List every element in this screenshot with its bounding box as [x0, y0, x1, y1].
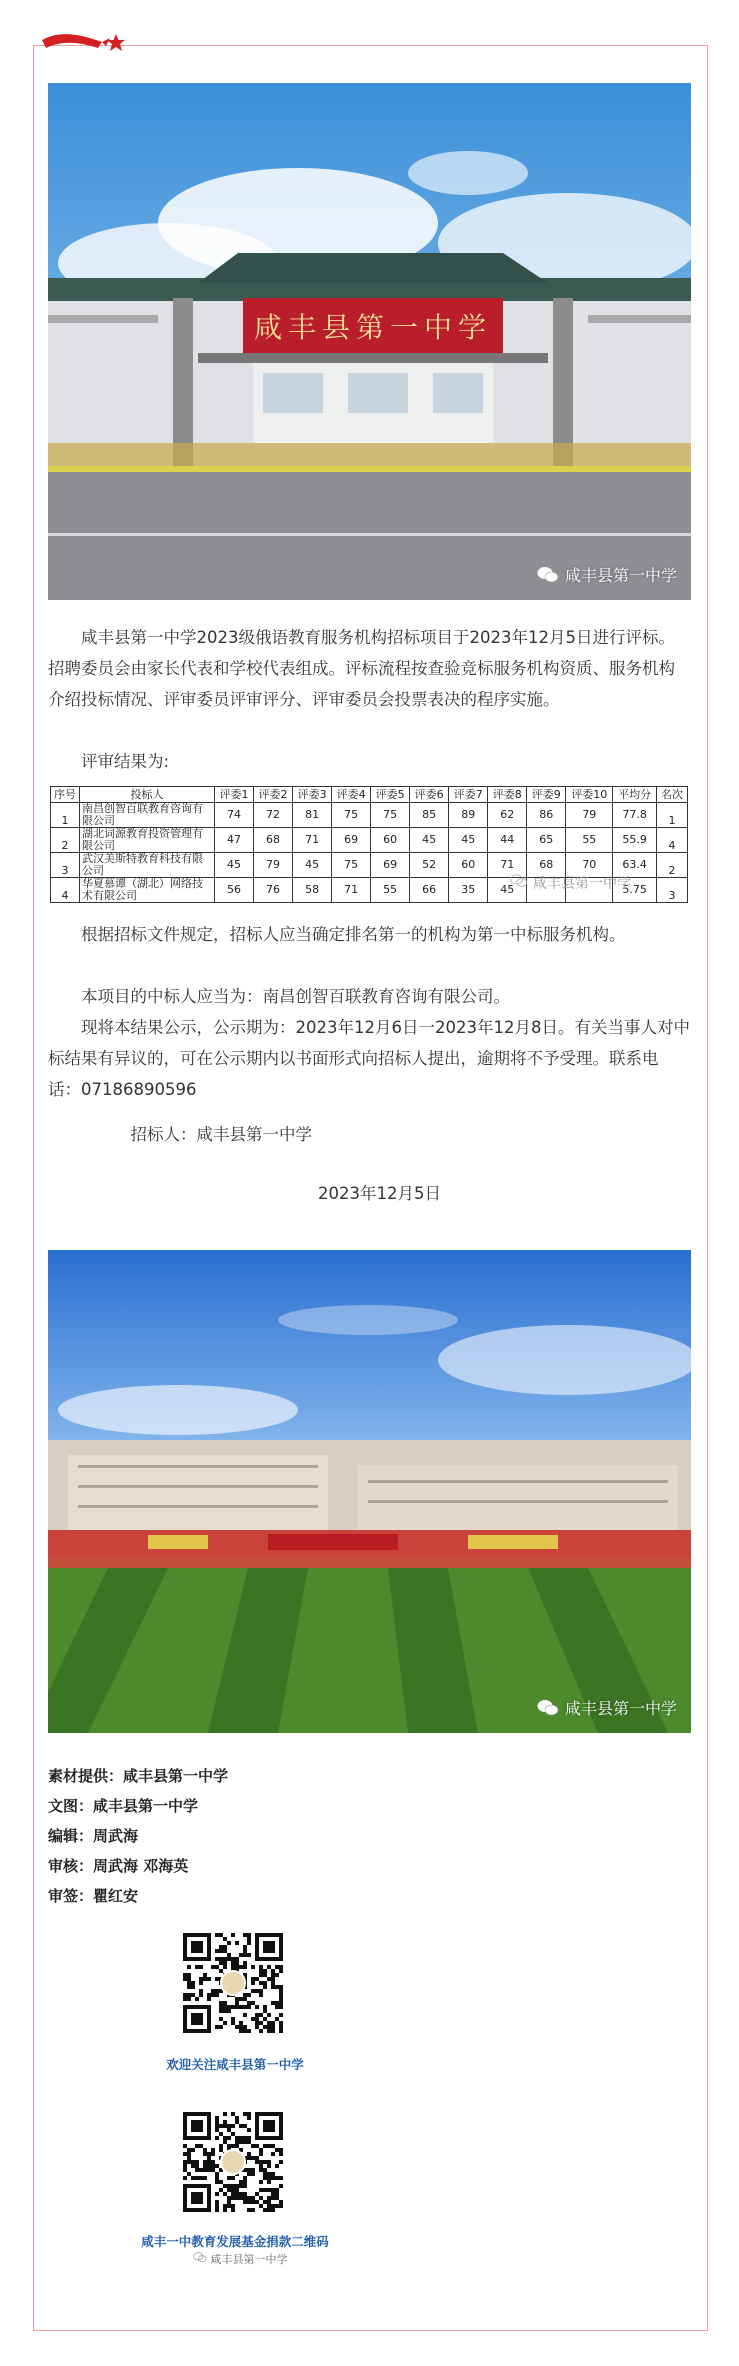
date-line: 2023年12月5日 — [318, 1184, 441, 1203]
cell-score: 44 — [488, 828, 527, 853]
cell-score: 75 — [371, 803, 410, 828]
cell-score: 79 — [566, 803, 613, 828]
cell-average: 63.4 — [613, 853, 657, 878]
cell-score: 69 — [332, 828, 371, 853]
winner-paragraph: 本项目的中标人应当为：南昌创智百联教育咨询有限公司。 — [81, 987, 510, 1006]
cell-score: 86 — [527, 803, 566, 828]
cell-score: 47 — [215, 828, 254, 853]
cell-score: 69 — [371, 853, 410, 878]
credit-editor: 编辑：周武海 — [48, 1827, 139, 1845]
cell-average: 5.75 — [613, 878, 657, 903]
header-bidder: 投标人 — [80, 787, 215, 803]
notice-paragraph: 现将本结果公示，公示期为：2023年12月6日一2023年12月8日。有关当事人对中标结果有异议的，可在公示期内以书面形式向招标人提出，逾期将不予受理。联系电话：07186890596 — [48, 1018, 690, 1099]
cell-score: 65 — [527, 828, 566, 853]
qr-code-icon — [170, 1923, 296, 2043]
cell-rank: 3 — [656, 878, 687, 903]
wechat-icon — [510, 874, 528, 892]
header-judge: 评委7 — [449, 787, 488, 803]
cell-bidder: 华夏慕谭（湖北）网络技术有限公司 — [80, 878, 215, 903]
header-judge: 评委4 — [332, 787, 371, 803]
cell-score: 55 — [566, 828, 613, 853]
cell-bidder: 南昌创智百联教育咨询有限公司 — [80, 803, 215, 828]
credit-approver: 审签：瞿红安 — [48, 1887, 139, 1905]
header-judge: 评委6 — [410, 787, 449, 803]
cell-average: 55.9 — [613, 828, 657, 853]
qr1-caption: 欢迎关注咸丰县第一中学 — [166, 2057, 304, 2072]
header-judge: 评委9 — [527, 787, 566, 803]
wechat-icon — [537, 1699, 559, 1717]
cell-score: 68 — [527, 853, 566, 878]
cell-score: 89 — [449, 803, 488, 828]
header-judge: 评委8 — [488, 787, 527, 803]
red-ribbon-icon — [40, 30, 130, 62]
rule-paragraph: 根据招标文件规定，招标人应当确定排名第一的机构为第一中标服务机构。 — [81, 925, 626, 944]
qr-code-2 — [170, 2100, 296, 2224]
table-row — [51, 803, 688, 828]
sports-field-photo — [48, 1250, 691, 1733]
cell-score: 62 — [488, 803, 527, 828]
qr-code-icon — [170, 2100, 296, 2224]
header-judge: 评委2 — [254, 787, 293, 803]
cell-score: 70 — [566, 853, 613, 878]
credit-writer: 文图：咸丰县第一中学 — [48, 1797, 199, 1815]
cell-no: 2 — [51, 828, 80, 853]
cell-score: 71 — [332, 878, 371, 903]
cell-bidder: 武汉美斯特教育科技有限公司 — [80, 853, 215, 878]
header-judge: 评委3 — [293, 787, 332, 803]
cell-score: 56 — [215, 878, 254, 903]
cell-score: 79 — [254, 853, 293, 878]
cell-score: 45 — [488, 878, 527, 903]
table-header-row — [51, 787, 688, 803]
cell-rank: 1 — [656, 803, 687, 828]
cell-rank: 2 — [656, 853, 687, 878]
credit-material: 素材提供：咸丰县第一中学 — [48, 1767, 229, 1785]
credit-reviewer: 审核：周武海 邓海英 — [48, 1857, 189, 1875]
qr2-subtitle: 咸丰县第一中学 — [140, 2251, 340, 2267]
intro-paragraph: 咸丰县第一中学2023级俄语教育服务机构招标项目于2023年12月5日进行评标。招聘委员会由家长代表和学校代表组成。评标流程按查验竞标服务机构资质、服务机构介绍投标情况、评审委员评审评分、评审委员会投票表决的程序实施。 — [48, 628, 675, 709]
cell-score: 52 — [410, 853, 449, 878]
cell-score: 58 — [293, 878, 332, 903]
cell-no: 4 — [51, 878, 80, 903]
signer-line: 招标人：咸丰县第一中学 — [130, 1125, 312, 1144]
cell-score: 45 — [410, 828, 449, 853]
cell-score: 45 — [293, 853, 332, 878]
cell-score: 35 — [449, 878, 488, 903]
cell-average: 77.8 — [613, 803, 657, 828]
cell-score: 71 — [293, 828, 332, 853]
cell-score: 68 — [254, 828, 293, 853]
header-judge: 评委5 — [371, 787, 410, 803]
qr2-caption: 咸丰一中教育发展基金捐款二维码 — [141, 2234, 329, 2249]
cell-score: 74 — [215, 803, 254, 828]
cell-no: 1 — [51, 803, 80, 828]
cell-score: 85 — [410, 803, 449, 828]
cell-score: 76 — [254, 878, 293, 903]
header-judge: 评委10 — [566, 787, 613, 803]
watermark: 咸丰县第一中学 — [537, 1696, 677, 1719]
cell-no: 3 — [51, 853, 80, 878]
table-row — [51, 828, 688, 853]
cell-score: 55 — [371, 878, 410, 903]
table-watermark: 咸丰县第一中学 — [510, 873, 631, 893]
gate-sign: 咸丰县第一中学 — [253, 310, 492, 344]
cell-score: 66 — [410, 878, 449, 903]
qr-code-1 — [170, 1923, 296, 2043]
cell-score: 71 — [488, 853, 527, 878]
result-label: 评审结果为: — [81, 752, 170, 771]
cell-score: 60 — [449, 853, 488, 878]
cell-score: 45 — [215, 853, 254, 878]
cell-score: 75 — [332, 853, 371, 878]
cell-bidder: 湖北词源教育投资管理有限公司 — [80, 828, 215, 853]
wechat-icon — [537, 566, 559, 584]
cell-score: 75 — [332, 803, 371, 828]
cell-score: 60 — [371, 828, 410, 853]
cell-score: 45 — [449, 828, 488, 853]
watermark: 咸丰县第一中学 — [537, 563, 677, 586]
header-no: 序号 — [51, 787, 80, 803]
header-average: 平均分 — [613, 787, 657, 803]
cell-score: 81 — [293, 803, 332, 828]
header-judge: 评委1 — [215, 787, 254, 803]
cell-score: 72 — [254, 803, 293, 828]
header-rank: 名次 — [656, 787, 687, 803]
cell-rank: 4 — [656, 828, 687, 853]
wechat-icon — [193, 2252, 207, 2266]
school-gate-photo — [48, 83, 691, 600]
